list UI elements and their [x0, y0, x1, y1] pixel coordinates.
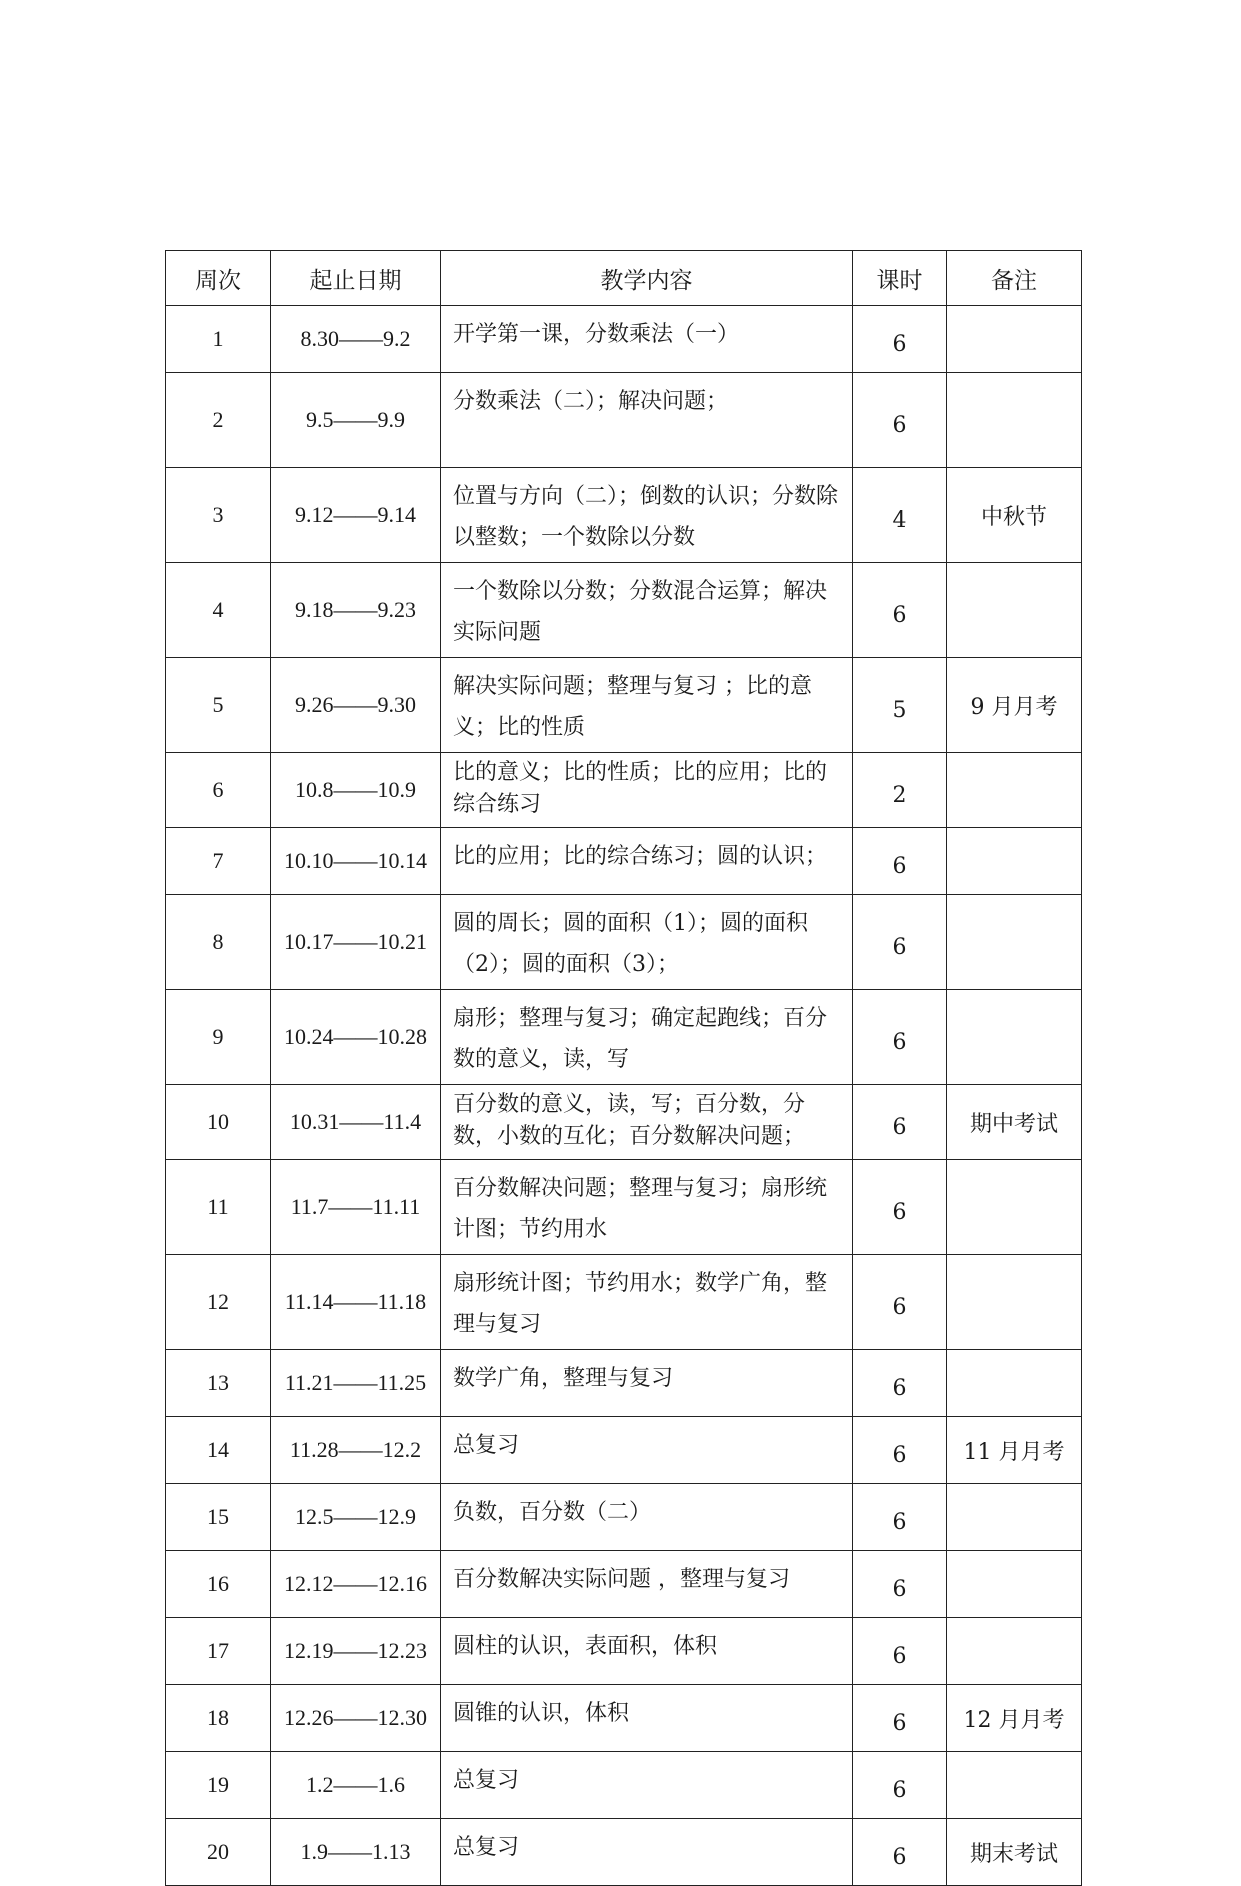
note-cell: 11 月月考 — [947, 1417, 1082, 1484]
week-cell: 7 — [166, 828, 271, 895]
week-cell: 12 — [166, 1255, 271, 1350]
note-cell — [947, 563, 1082, 658]
table-row — [166, 828, 1082, 895]
week-cell: 9 — [166, 990, 271, 1085]
content-cell: 比的意义；比的性质；比的应用；比的综合练习 — [441, 753, 853, 828]
date-cell: 9.26——9.30 — [271, 658, 441, 753]
table-row — [166, 1685, 1082, 1752]
week-cell: 4 — [166, 563, 271, 658]
note-cell: 9 月月考 — [947, 658, 1082, 753]
note-cell: 12 月月考 — [947, 1685, 1082, 1752]
hours-cell: 6 — [853, 1618, 947, 1685]
week-cell: 2 — [166, 373, 271, 468]
content-cell: 圆锥的认识，体积 — [441, 1685, 853, 1752]
week-cell: 13 — [166, 1350, 271, 1417]
content-cell: 总复习 — [441, 1752, 853, 1819]
date-cell: 9.18——9.23 — [271, 563, 441, 658]
table-row — [166, 1417, 1082, 1484]
date-cell: 9.5——9.9 — [271, 373, 441, 468]
hours-cell: 6 — [853, 1685, 947, 1752]
content-cell: 百分数解决问题；整理与复习；扇形统计图；节约用水 — [441, 1160, 853, 1255]
header-content: 教学内容 — [441, 251, 853, 306]
content-cell: 圆的周长；圆的面积（1）；圆的面积（2）；圆的面积（3）； — [441, 895, 853, 990]
date-cell: 12.19——12.23 — [271, 1618, 441, 1685]
note-cell — [947, 1350, 1082, 1417]
content-cell: 一个数除以分数；分数混合运算；解决实际问题 — [441, 563, 853, 658]
table-row — [166, 753, 1082, 828]
week-cell: 5 — [166, 658, 271, 753]
content-cell: 位置与方向（二）；倒数的认识；分数除以整数；一个数除以分数 — [441, 468, 853, 563]
hours-cell: 5 — [853, 658, 947, 753]
content-cell: 百分数的意义，读，写；百分数，分数，小数的互化；百分数解决问题； — [441, 1085, 853, 1160]
note-cell — [947, 990, 1082, 1085]
date-cell: 10.8——10.9 — [271, 753, 441, 828]
hours-cell: 6 — [853, 1819, 947, 1886]
week-cell: 10 — [166, 1085, 271, 1160]
note-cell: 中秋节 — [947, 468, 1082, 563]
note-cell: 期末考试 — [947, 1819, 1082, 1886]
week-cell: 18 — [166, 1685, 271, 1752]
header-row — [166, 251, 1082, 306]
hours-cell: 6 — [853, 563, 947, 658]
date-cell: 8.30——9.2 — [271, 306, 441, 373]
note-cell — [947, 1484, 1082, 1551]
date-cell: 12.12——12.16 — [271, 1551, 441, 1618]
content-cell: 数学广角，整理与复习 — [441, 1350, 853, 1417]
hours-cell: 6 — [853, 1160, 947, 1255]
week-cell: 19 — [166, 1752, 271, 1819]
table-row — [166, 1551, 1082, 1618]
note-cell — [947, 828, 1082, 895]
content-cell: 百分数解决实际问题 ，整理与复习 — [441, 1551, 853, 1618]
date-cell: 10.31——11.4 — [271, 1085, 441, 1160]
date-cell: 12.5——12.9 — [271, 1484, 441, 1551]
week-cell: 14 — [166, 1417, 271, 1484]
teaching-schedule-table — [165, 250, 1082, 1886]
table-row — [166, 1618, 1082, 1685]
date-cell: 10.10——10.14 — [271, 828, 441, 895]
content-cell: 比的应用；比的综合练习；圆的认识； — [441, 828, 853, 895]
content-cell: 分数乘法（二）；解决问题； — [441, 373, 853, 468]
table-row — [166, 1160, 1082, 1255]
note-cell — [947, 1255, 1082, 1350]
hours-cell: 6 — [853, 1484, 947, 1551]
hours-cell: 6 — [853, 1085, 947, 1160]
hours-cell: 6 — [853, 306, 947, 373]
note-cell — [947, 1618, 1082, 1685]
note-cell — [947, 1160, 1082, 1255]
note-cell — [947, 306, 1082, 373]
content-cell: 总复习 — [441, 1417, 853, 1484]
table-row — [166, 1350, 1082, 1417]
note-cell — [947, 895, 1082, 990]
note-cell — [947, 1551, 1082, 1618]
table-row — [166, 468, 1082, 563]
header-date: 起止日期 — [271, 251, 441, 306]
content-cell: 扇形统计图；节约用水；数学广角，整理与复习 — [441, 1255, 853, 1350]
table-row — [166, 563, 1082, 658]
date-cell: 1.9——1.13 — [271, 1819, 441, 1886]
date-cell: 11.28——12.2 — [271, 1417, 441, 1484]
hours-cell: 6 — [853, 373, 947, 468]
week-cell: 8 — [166, 895, 271, 990]
note-cell — [947, 373, 1082, 468]
week-cell: 1 — [166, 306, 271, 373]
hours-cell: 6 — [853, 828, 947, 895]
content-cell: 开学第一课，分数乘法（一） — [441, 306, 853, 373]
table-row — [166, 1752, 1082, 1819]
date-cell: 9.12——9.14 — [271, 468, 441, 563]
table-row — [166, 990, 1082, 1085]
hours-cell: 6 — [853, 895, 947, 990]
content-cell: 扇形；整理与复习；确定起跑线；百分数的意义，读，写 — [441, 990, 853, 1085]
note-cell — [947, 1752, 1082, 1819]
header-note: 备注 — [947, 251, 1082, 306]
note-cell: 期中考试 — [947, 1085, 1082, 1160]
content-cell: 解决实际问题；整理与复习 ；比的意义；比的性质 — [441, 658, 853, 753]
table-row — [166, 658, 1082, 753]
note-cell — [947, 753, 1082, 828]
table-row — [166, 1255, 1082, 1350]
week-cell: 20 — [166, 1819, 271, 1886]
hours-cell: 6 — [853, 1417, 947, 1484]
date-cell: 11.7——11.11 — [271, 1160, 441, 1255]
week-cell: 17 — [166, 1618, 271, 1685]
content-cell: 总复习 — [441, 1819, 853, 1886]
week-cell: 16 — [166, 1551, 271, 1618]
table-row — [166, 373, 1082, 468]
header-week: 周次 — [166, 251, 271, 306]
week-cell: 15 — [166, 1484, 271, 1551]
date-cell: 10.24——10.28 — [271, 990, 441, 1085]
date-cell: 11.21——11.25 — [271, 1350, 441, 1417]
table-row — [166, 1085, 1082, 1160]
date-cell: 1.2——1.6 — [271, 1752, 441, 1819]
date-cell: 11.14——11.18 — [271, 1255, 441, 1350]
date-cell: 12.26——12.30 — [271, 1685, 441, 1752]
hours-cell: 4 — [853, 468, 947, 563]
table-row — [166, 306, 1082, 373]
hours-cell: 6 — [853, 1551, 947, 1618]
table-row — [166, 1819, 1082, 1886]
hours-cell: 6 — [853, 1752, 947, 1819]
hours-cell: 6 — [853, 990, 947, 1085]
table-row — [166, 1484, 1082, 1551]
week-cell: 6 — [166, 753, 271, 828]
hours-cell: 6 — [853, 1255, 947, 1350]
header-hours: 课时 — [853, 251, 947, 306]
content-cell: 负数，百分数（二） — [441, 1484, 853, 1551]
date-cell: 10.17——10.21 — [271, 895, 441, 990]
week-cell: 3 — [166, 468, 271, 563]
content-cell: 圆柱的认识，表面积，体积 — [441, 1618, 853, 1685]
week-cell: 11 — [166, 1160, 271, 1255]
hours-cell: 6 — [853, 1350, 947, 1417]
table-row — [166, 895, 1082, 990]
hours-cell: 2 — [853, 753, 947, 828]
